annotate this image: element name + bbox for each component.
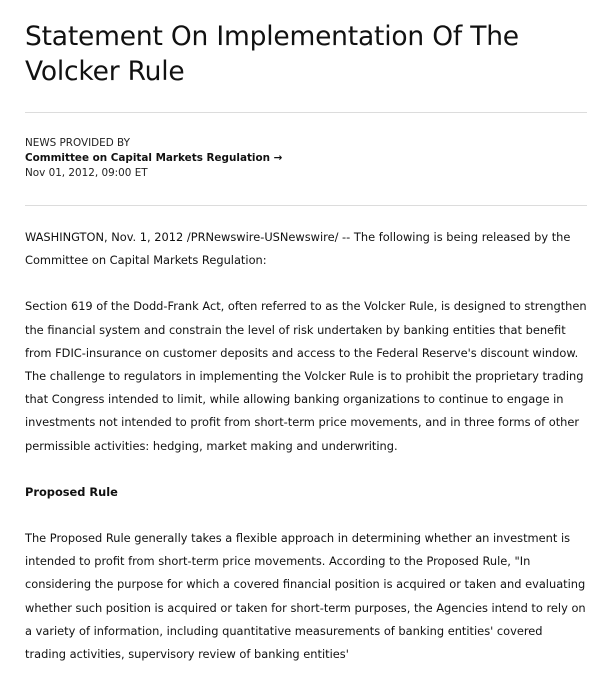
news-provided-by-label: NEWS PROVIDED BY	[25, 137, 130, 149]
arrow-right-icon: →	[273, 152, 283, 164]
provider-name: Committee on Capital Markets Regulation	[25, 152, 271, 164]
section-heading: Proposed Rule	[25, 484, 118, 499]
page-title: Statement On Implementation Of The Volcker Rule	[25, 21, 519, 87]
body-paragraph: Section 619 of the Dodd-Frank Act, often referred to as the Volcker Rule, is designed to strengthen the financial system and constrain the level of risk undertaken by banking entities that benefit from FDIC-insurance on customer deposits and access to the Federal Reserve's discount window. The challenge to regulators in implementing the Volcker Rule is to prohibit the proprietary trading that Congress intended to limit, while allowing banking organizations to continue to engage in investments not intended to profit from short-term price movements, and in three forms of other permissible activities: hedging, market making and underwriting.	[25, 299, 587, 453]
body-paragraph: The Proposed Rule generally takes a flexible approach in determining whether an investment is intended to profit from short-term price movements. According to the Proposed Rule, "In considering the purpose for which a covered financial position is acquired or taken and evaluating whether such position is acquired or taken for short-term purposes, the Agencies intend to rely on a variety of information, including quantitative measurements of banking entities' covered trading activities, supervisory review of banking entities'	[25, 531, 586, 662]
provider-link[interactable]	[25, 152, 282, 164]
article-body	[25, 206, 587, 666]
dateline-paragraph: WASHINGTON, Nov. 1, 2012 /PRNewswire-USNewswire/ -- The following is being released by the Committee on Capital Markets Regulation:	[25, 230, 571, 268]
news-meta	[25, 113, 587, 205]
release-date: Nov 01, 2012, 09:00 ET	[25, 167, 148, 179]
